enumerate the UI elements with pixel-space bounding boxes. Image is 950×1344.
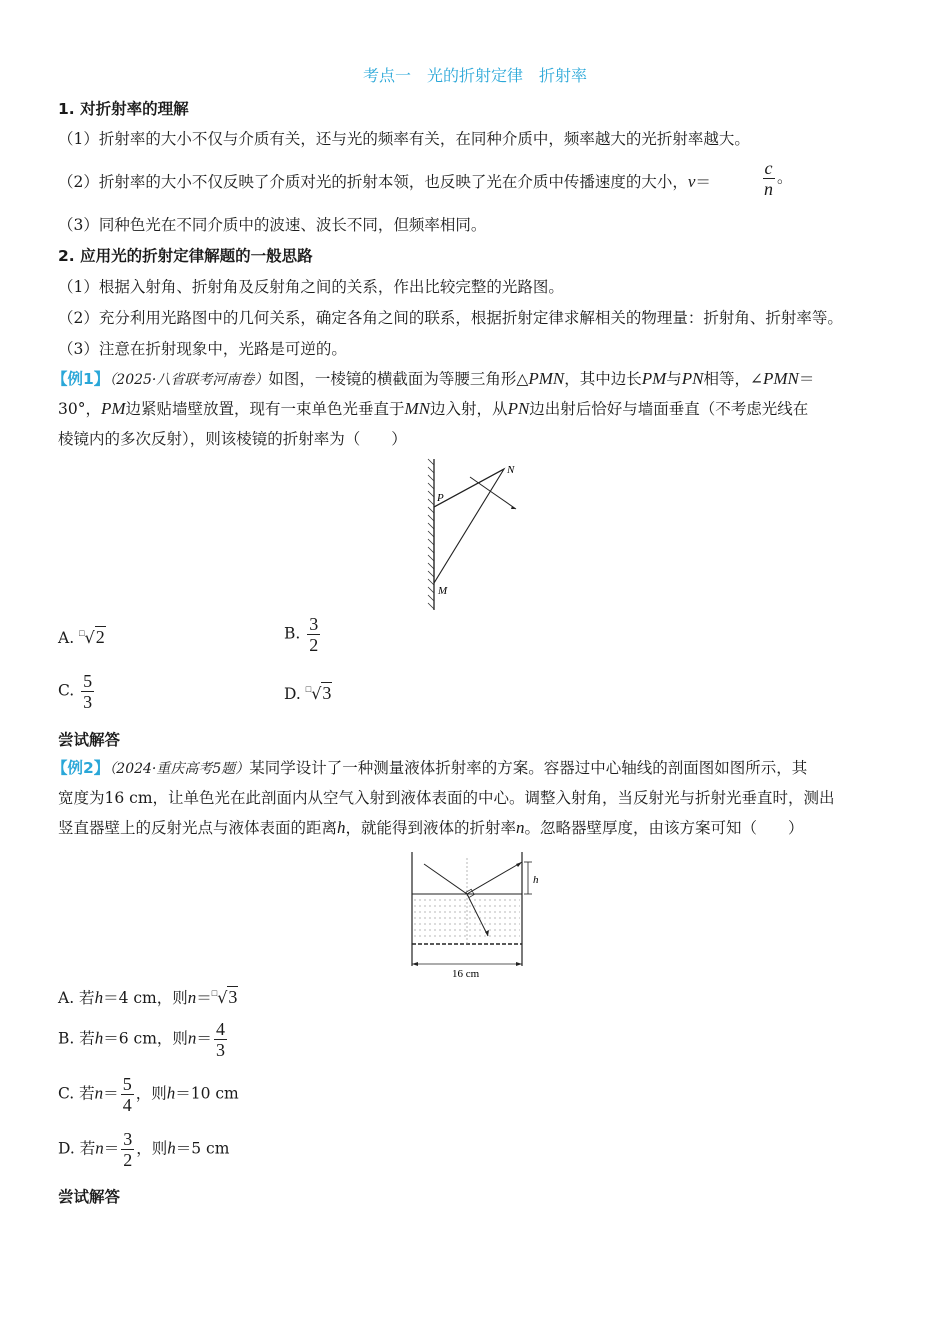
example-1-option-b[interactable]: B. $\frac{3}{2}$ xyxy=(284,614,319,655)
section-1-heading: 1. 对折射率的理解 xyxy=(58,100,189,118)
example-2-tag: 【例2】 xyxy=(52,759,110,777)
section-2-point-3: （3）注意在折射现象中，光路是可逆的。 xyxy=(58,340,347,358)
refracted-ray xyxy=(470,477,490,491)
prism-side-pn xyxy=(434,469,504,507)
label-h: h xyxy=(533,874,539,886)
example-2-line-3: 竖直器壁上的反射光点与液体表面的距离h，就能得到液体的折射率n。忽略器壁厚度，由该方案可知（ ） xyxy=(58,818,804,837)
reflected-arrowhead xyxy=(516,862,522,867)
example-2-option-b[interactable]: B. 若h＝6 cm，则n＝ $\frac{4}{3}$ xyxy=(58,1019,225,1060)
example-2-option-d[interactable]: D. 若n＝ $\frac{3}{2}$ ，则h＝5 cm xyxy=(58,1129,230,1170)
section-1-point-3: （3）同种色光在不同介质中的波速、波长不同，但频率相同。 xyxy=(58,216,487,234)
label-p: P xyxy=(437,492,444,504)
example-2-container-figure xyxy=(400,848,550,980)
example-1-option-d[interactable]: D. □√3 xyxy=(284,683,332,703)
example-1-line-2: 30°，PM边紧贴墙壁放置，现有一束单色光垂直于MN边入射，从PN边出射后恰好与墙面垂直（不考虑光线在 xyxy=(58,399,809,418)
example-2-option-c[interactable]: C. 若n＝ $\frac{5}{4}$ ，则h＝10 cm xyxy=(58,1074,239,1115)
wall-hatching xyxy=(428,459,434,609)
section-2-point-2: （2）充分利用光路图中的几何关系，确定各角之间的联系，根据折射定律求解相关的物理量：折射角、折射率等。 xyxy=(58,309,843,327)
example-1-option-a[interactable]: A. □√2 xyxy=(58,627,105,647)
section-1-point-1: （1）折射率的大小不仅与介质有关，还与光的频率有关，在同种介质中，频率越大的光折射率越大。 xyxy=(58,130,750,148)
page-title: 考点一 光的折射定律 折射率 xyxy=(362,66,587,85)
section-2-point-1: （1）根据入射角、折射角及反射角之间的关系，作出比较完整的光路图。 xyxy=(58,278,564,296)
example-2-answer-prompt: 尝试解答 xyxy=(58,1188,121,1206)
example-1-answer-prompt: 尝试解答 xyxy=(58,731,121,749)
example-2-option-a[interactable]: A. 若h＝4 cm，则n＝□√3 xyxy=(58,987,238,1007)
section-1-point-2: （2）折射率的大小不仅反映了介质对光的折射本领，也反映了光在介质中传播速度的大小，v＝ xyxy=(58,172,711,191)
example-1-prism-figure xyxy=(420,455,530,615)
example-1-tag: 【例1】 xyxy=(52,370,110,388)
label-width: 16 cm xyxy=(452,968,480,980)
example-1-line-1: 【例1】（2025·八省联考河南卷）如图，一棱镜的横截面为等腰三角形△PMN，其中边长PM与PN相等，∠PMN＝ xyxy=(52,369,815,388)
prism-triangle xyxy=(434,469,504,583)
section-2-heading: 2. 应用光的折射定律解题的一般思路 xyxy=(58,247,313,265)
example-2-source: （2024·重庆高考5题） xyxy=(109,761,250,777)
example-1-option-c[interactable]: C. $\frac{5}{3}$ xyxy=(58,671,93,712)
incident-ray xyxy=(424,864,467,894)
example-2-line-2: 宽度为16 cm，让单色光在此剖面内从空气入射到液体表面的中心。调整入射角，当反射光与折射光垂直时，测出 xyxy=(58,789,835,807)
example-2-line-1: 【例2】（2024·重庆高考5题）某同学设计了一种测量液体折射率的方案。容器过中心轴线的剖面图如图所示，其 xyxy=(52,759,808,777)
example-1-line-3: 棱镜内的多次反射），则该棱镜的折射率为（ ） xyxy=(58,430,407,448)
example-1-source: （2025·八省联考河南卷） xyxy=(109,372,269,388)
label-m: M xyxy=(438,585,448,597)
formula-v-c-over-n: $\frac{c}{n}$ 。 xyxy=(764,158,793,199)
reflected-ray xyxy=(467,862,522,894)
label-n: N xyxy=(507,464,515,476)
